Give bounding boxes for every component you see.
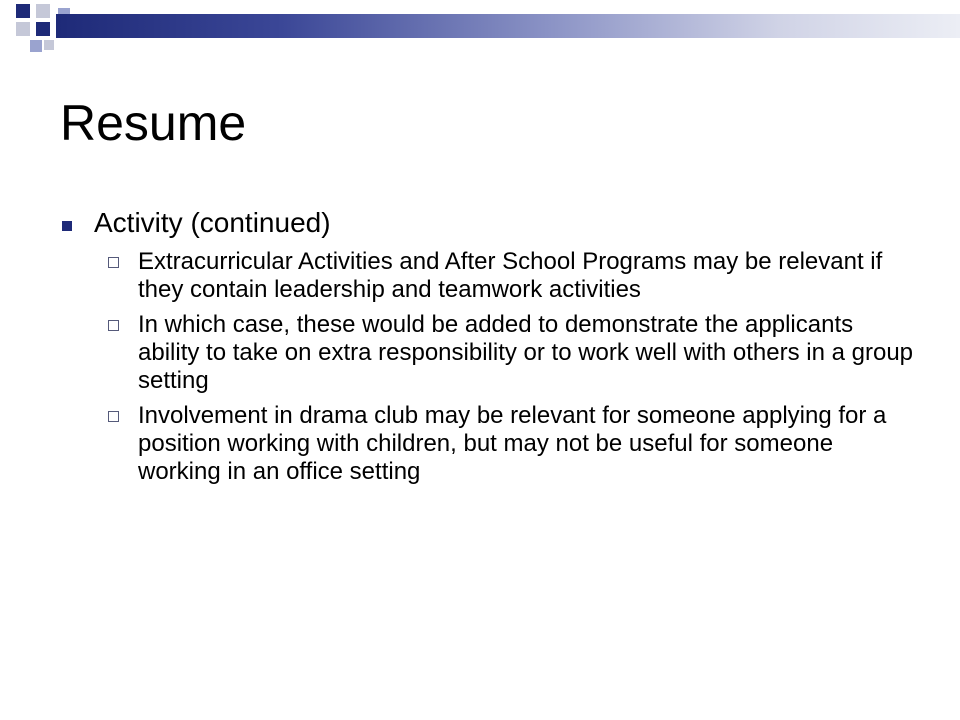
- sub-bullet-item: [60, 311, 918, 395]
- hollow-square-icon: [108, 411, 119, 422]
- sub-bullet-item: [60, 248, 918, 304]
- bullet-item: [60, 206, 920, 240]
- slide-body: [60, 206, 920, 493]
- header-gradient-bar: [56, 14, 960, 38]
- header-square-decoration: [16, 4, 30, 18]
- slide-title: Resume: [60, 95, 247, 151]
- hollow-square-icon: [108, 257, 119, 268]
- bullet-text: Activity (continued): [94, 207, 331, 238]
- header-square-decoration: [36, 22, 50, 36]
- header-square-decoration: [44, 40, 54, 50]
- sub-bullet-item: [60, 402, 918, 486]
- sub-bullet-text: In which case, these would be added to demonstrate the applicants ability to take on extra responsibility or to work well with others in a group setting: [138, 311, 914, 394]
- filled-square-icon: [62, 221, 72, 231]
- sub-bullet-text: Extracurricular Activities and After School Programs may be relevant if they contain leadership and teamwork activities: [138, 248, 883, 303]
- header-square-decoration: [36, 4, 50, 18]
- sub-bullet-text: Involvement in drama club may be relevant for someone applying for a position working with children, but may not be useful for someone working in an office setting: [138, 402, 887, 485]
- header-square-decoration: [16, 22, 30, 36]
- header-square-decoration: [30, 40, 42, 52]
- hollow-square-icon: [108, 320, 119, 331]
